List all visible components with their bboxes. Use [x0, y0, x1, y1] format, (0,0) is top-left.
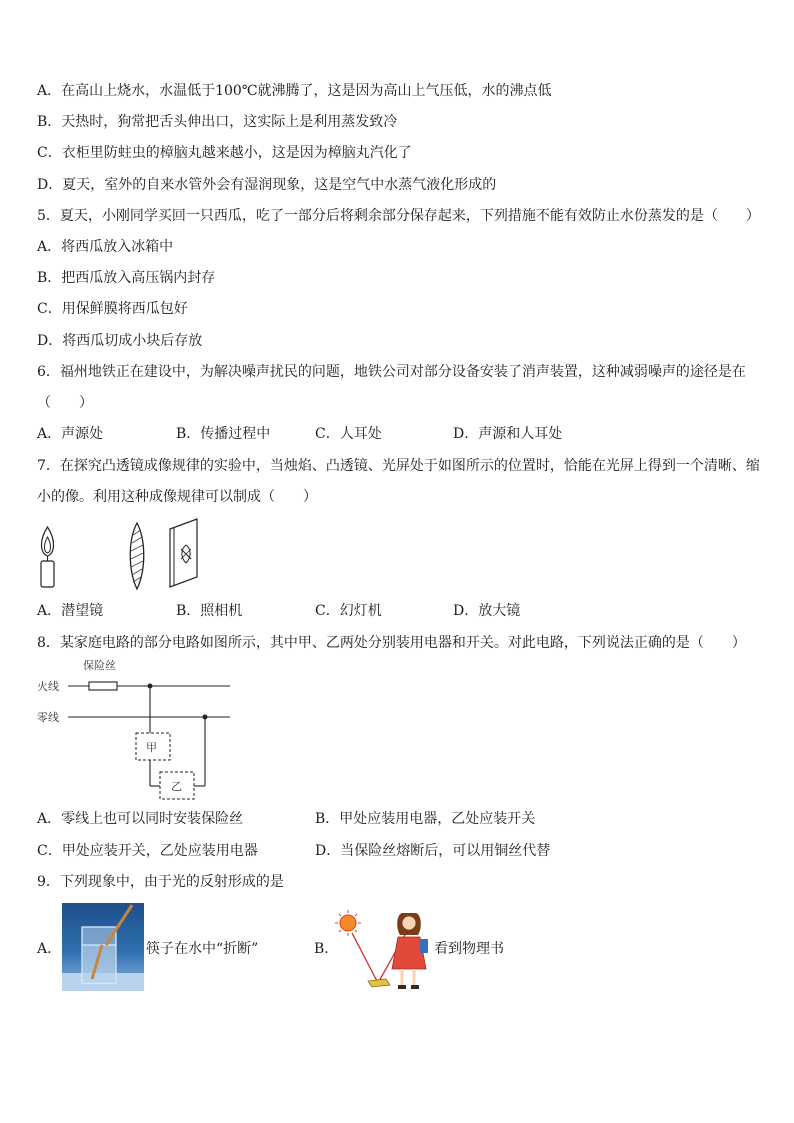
book-icon	[368, 979, 390, 987]
q7-option-a: A．潜望镜	[37, 603, 104, 619]
fuse-label: 保险丝	[83, 659, 116, 672]
q5-option-c: C．用保鲜膜将西瓜包好	[37, 301, 188, 317]
q6-option-c: C．人耳处	[315, 426, 382, 442]
q9-option-a-letter: A．	[37, 941, 62, 957]
sun-icon	[335, 910, 361, 936]
q5-option-d: D．将西瓜切成小块后存放	[37, 333, 203, 349]
chopstick-in-water-image	[62, 903, 144, 991]
q6-option-d: D．声源和人耳处	[453, 426, 563, 442]
q6-stem-line1: 6．福州地铁正在建设中，为解决噪声扰民的问题，地铁公司对部分设备安装了消声装置，这种减弱噪声的途径是在	[37, 364, 746, 380]
light-screen-icon	[170, 519, 197, 587]
q4-option-c: C．衣柜里防蛀虫的樟脑丸越来越小，这是因为樟脑丸汽化了	[37, 145, 412, 161]
q7-option-b: B．照相机	[176, 603, 243, 619]
q8-option-b: B．甲处应装用电器，乙处应装开关	[315, 811, 536, 827]
q9-stem: 9．下列现象中，由于光的反射形成的是	[37, 874, 284, 890]
live-wire-label: 火线	[37, 680, 59, 693]
q7-option-c: C．幻灯机	[315, 603, 382, 619]
q4-option-d: D．夏天，室外的自来水管外会有湿润现象，这是空气中水蒸气液化形成的	[37, 177, 497, 193]
girl-icon	[392, 913, 428, 989]
q9-option-b-letter: B．	[314, 941, 339, 957]
box-yi-label: 乙	[171, 780, 182, 793]
q9-option-a-text: 筷子在水中“折断”	[146, 941, 259, 957]
q7-stem-line2: 小的像。利用这种成像规律可以制成（ ）	[37, 489, 317, 505]
q5-option-a: A．将西瓜放入冰箱中	[37, 239, 174, 255]
fuse-icon	[89, 682, 117, 690]
q7-stem-line1: 7．在探究凸透镜成像规律的实验中，当烛焰、凸透镜、光屏处于如图所示的位置时，恰能在光屏上得到一个清晰、缩	[37, 458, 760, 474]
neutral-wire-label: 零线	[37, 711, 59, 724]
candle-icon	[41, 527, 54, 587]
q6-option-a: A．声源处	[37, 426, 104, 442]
q5-option-b: B．把西瓜放入高压锅内封存	[37, 270, 216, 286]
convex-lens-icon	[130, 523, 144, 589]
q5-stem: 5．夏天，小刚同学买回一只西瓜，吃了一部分后将剩余部分保存起来，下列措施不能有效防止水份蒸发的是（ ）	[37, 208, 760, 224]
q6-option-b: B．传播过程中	[176, 426, 271, 442]
q8-circuit-diagram	[30, 655, 240, 805]
q8-option-c: C．甲处应装开关，乙处应装用电器	[37, 843, 258, 859]
q8-option-d: D．当保险丝熔断后，可以用铜丝代替	[315, 843, 551, 859]
q7-optics-figure	[30, 515, 210, 595]
q7-option-d: D．放大镜	[453, 603, 521, 619]
girl-seeing-book-image	[334, 905, 434, 993]
q4-option-a: A．在高山上烧水，水温低于100℃就沸腾了，这是因为高山上气压低，水的沸点低	[37, 83, 552, 99]
q9-option-b-text: 看到物理书	[434, 941, 504, 957]
box-jia-label: 甲	[146, 741, 157, 754]
q4-option-b: B．天热时，狗常把舌头伸出口，这实际上是利用蒸发致冷	[37, 114, 398, 130]
q8-stem: 8．某家庭电路的部分电路如图所示，其中甲、乙两处分别装用电器和开关。对此电路，下列说法正确的是（ ）	[37, 635, 746, 651]
q6-stem-line2: （ ）	[37, 395, 93, 411]
q8-option-a: A．零线上也可以同时安装保险丝	[37, 811, 244, 827]
